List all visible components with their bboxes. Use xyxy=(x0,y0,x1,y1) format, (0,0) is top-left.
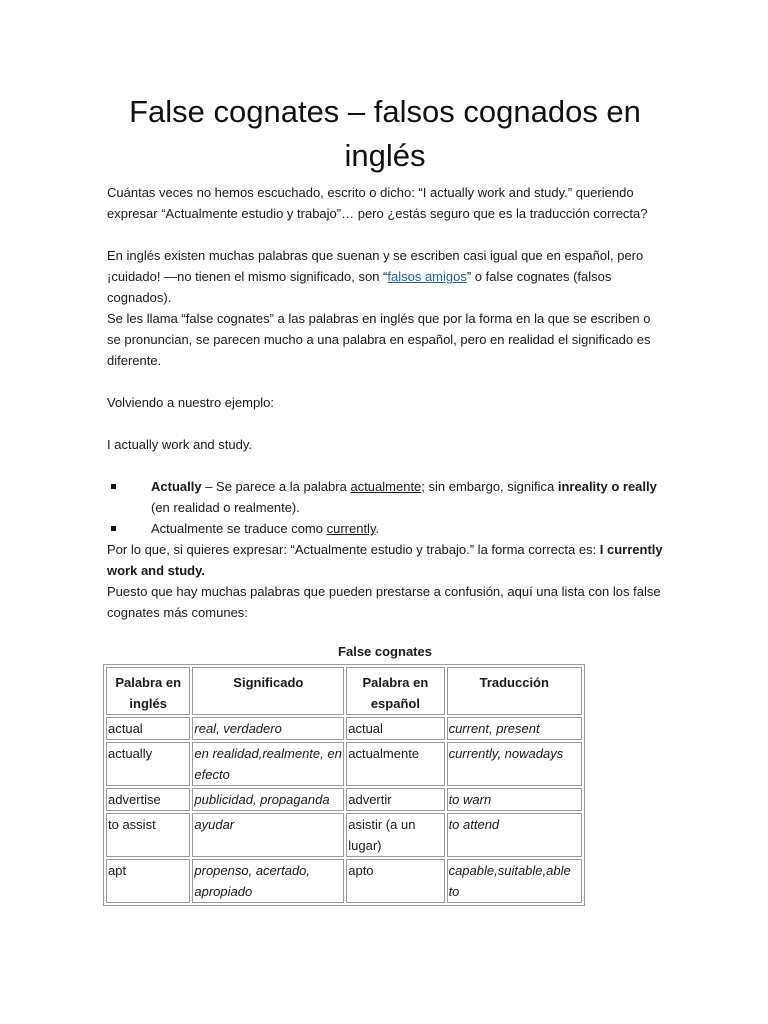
table-cell: apto xyxy=(346,859,444,903)
table-cell: actually xyxy=(106,742,190,786)
example-intro: Volviendo a nuestro ejemplo: xyxy=(107,395,274,410)
table-cell: to warn xyxy=(447,788,582,811)
column-header: Palabra en español xyxy=(346,667,444,715)
underlined-term: currently xyxy=(326,521,376,536)
bullet-text xyxy=(131,476,663,518)
false-cognates-table xyxy=(103,664,585,906)
table-cell: actual xyxy=(106,717,190,740)
table-cell: to attend xyxy=(447,813,582,857)
table-row xyxy=(106,788,582,811)
table-cell: actualmente xyxy=(346,742,444,786)
list-intro-paragraph: Puesto que hay muchas palabras que pueden prestarse a confusión, aquí una lista con los false cognates más comunes: xyxy=(107,584,661,620)
table-cell: propenso, acertado, apropiado xyxy=(192,859,344,903)
definition-paragraph: Se les llama “false cognates” a las palabras en inglés que por la forma en la que se escriben o se pronuncian, se parecen mucho a una palabra en español, pero en realidad el significado es diferente. xyxy=(107,311,651,368)
square-bullet-icon xyxy=(111,484,116,489)
table-row xyxy=(106,742,582,786)
text-run: . xyxy=(375,521,380,536)
example-sentence: I actually work and study. xyxy=(107,437,252,452)
table-cell: ayudar xyxy=(192,813,344,857)
table-cell: actual xyxy=(346,717,444,740)
table-cell: current, present xyxy=(447,717,582,740)
false-friends-paragraph xyxy=(107,245,663,308)
column-header: Traducción xyxy=(447,667,582,715)
underlined-term: actualmente xyxy=(350,479,422,494)
table-cell: real, verdadero xyxy=(192,717,344,740)
text-run: Por lo que, si quieres expresar: “Actualmente estudio y trabajo.” la forma correcta es: xyxy=(107,542,600,557)
list-item xyxy=(107,518,663,539)
table-cell: apt xyxy=(106,859,190,903)
table-cell: currently, nowadays xyxy=(447,742,582,786)
column-header: Significado xyxy=(192,667,344,715)
list-item xyxy=(107,476,663,518)
table-cell: publicidad, propaganda xyxy=(192,788,344,811)
text-run: – Se parece a la palabra xyxy=(201,479,351,494)
table-caption: False cognates xyxy=(338,644,432,659)
table-cell: capable,suitable,able to xyxy=(447,859,582,903)
bullet-text xyxy=(131,518,663,539)
bold-term: Actually xyxy=(151,479,202,494)
page-title: False cognates – falsos cognados en inglés xyxy=(129,94,641,173)
text-run: Actualmente se traduce como xyxy=(151,521,327,536)
document-page xyxy=(107,90,663,906)
table-row xyxy=(106,813,582,857)
table-row xyxy=(106,717,582,740)
table-header-row xyxy=(106,667,582,715)
table-cell: advertir xyxy=(346,788,444,811)
bold-sentence: I currently work and study. xyxy=(107,542,663,578)
table-cell: advertise xyxy=(106,788,190,811)
table-cell: en realidad,realmente, en efecto xyxy=(192,742,344,786)
falsos-amigos-link[interactable]: falsos amigos xyxy=(387,269,467,284)
text-run: (en realidad o realmente). xyxy=(151,500,300,515)
intro-paragraph: Cuántas veces no hemos escuchado, escrito o dicho: “I actually work and study.” queriendo expresar “Actualmente estudio y trabajo”… pero ¿estás seguro que es la traducción correcta? xyxy=(107,185,648,221)
text-run: ; sin embargo, significa xyxy=(421,479,558,494)
table-cell: to assist xyxy=(106,813,190,857)
table-row xyxy=(106,859,582,903)
correct-form-paragraph xyxy=(107,539,663,581)
bold-term: inreality o really xyxy=(557,479,657,494)
bullet-list xyxy=(107,476,663,539)
paragraph-text: ” o false cognates (falsos cognados). xyxy=(107,269,612,305)
table-cell: asistir (a un lugar) xyxy=(346,813,444,857)
column-header: Palabra en inglés xyxy=(106,667,190,715)
square-bullet-icon xyxy=(111,526,116,531)
paragraph-text: En inglés existen muchas palabras que suenan y se escriben casi igual que en español, pero ¡cuidado! —no tienen el mismo significado, son “ xyxy=(107,248,644,284)
